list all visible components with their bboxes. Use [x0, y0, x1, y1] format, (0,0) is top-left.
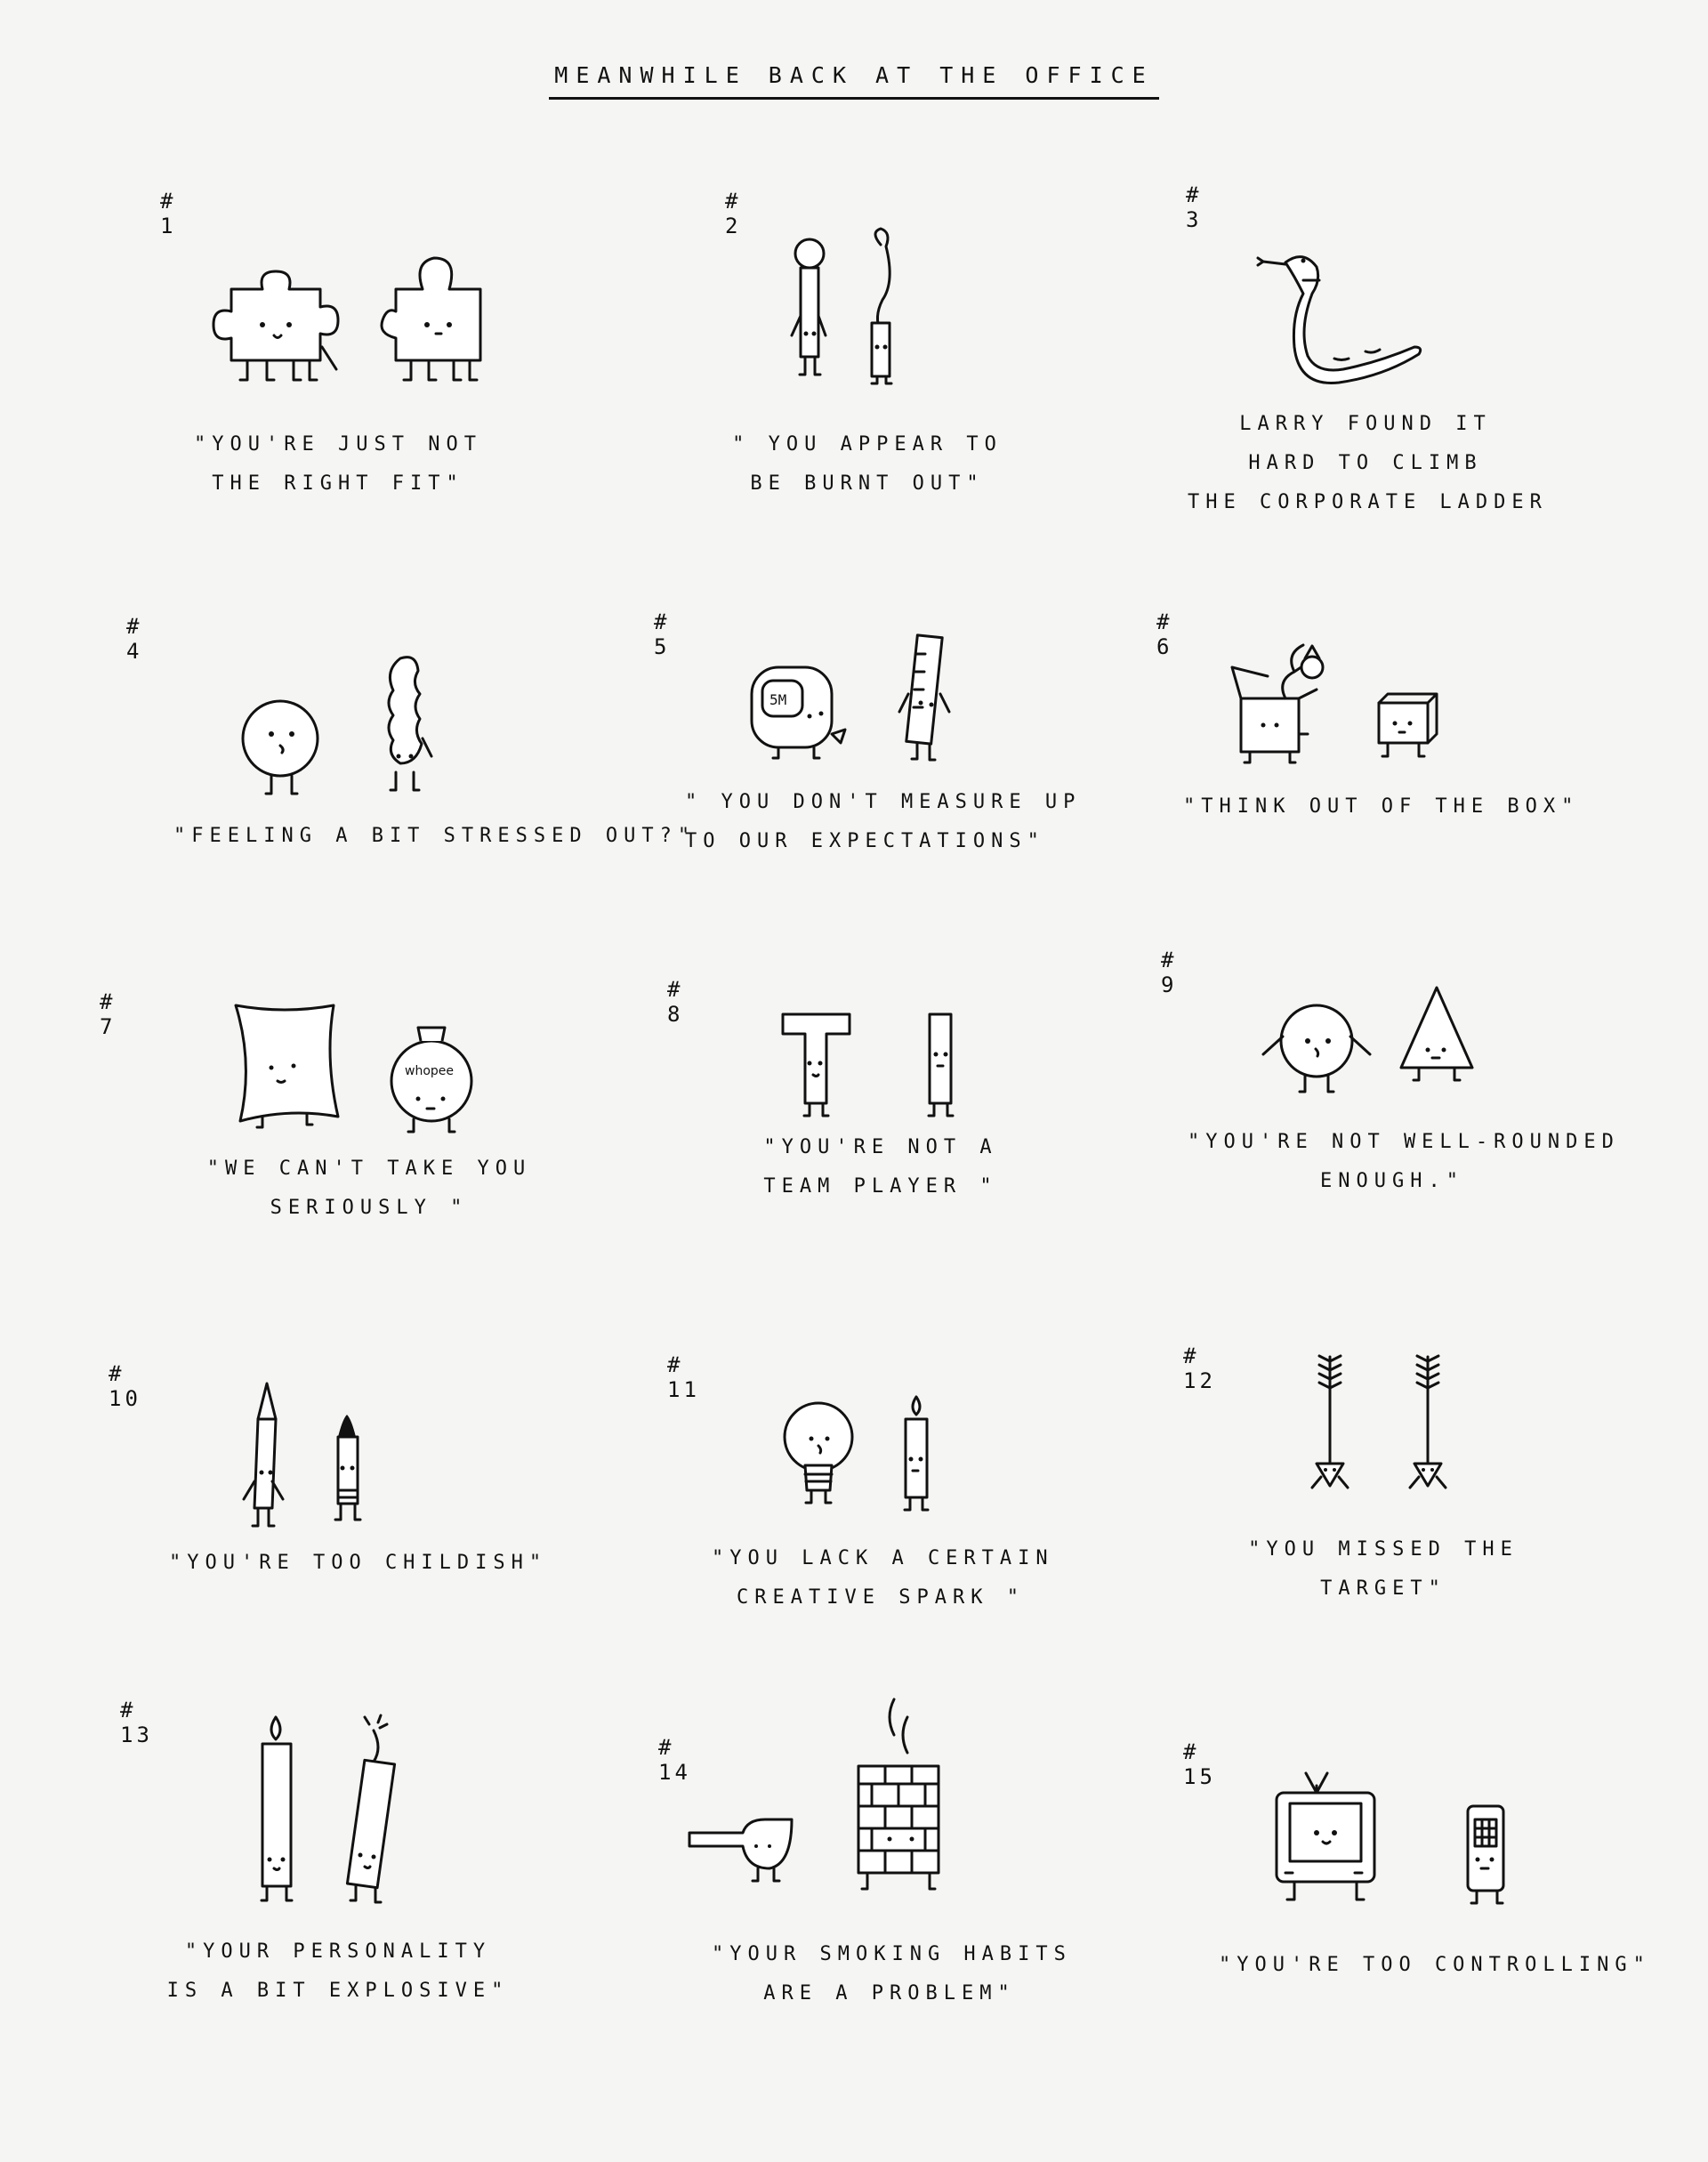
- caption-line: CREATIVE SPARK ": [737, 1586, 1025, 1609]
- caption-line: ARE A PROBLEM": [763, 1982, 1016, 2005]
- page-title: [0, 62, 1708, 100]
- arrows-illustration: [1303, 1352, 1463, 1513]
- caption-line: "THINK OUT OF THE BOX": [1183, 795, 1580, 818]
- panel-number: # 10: [109, 1361, 141, 1411]
- caption-line: THE RIGHT FIT": [212, 472, 464, 495]
- caption-line: "YOU'RE TOO CONTROLLING": [1219, 1954, 1651, 1976]
- panel-number: # 11: [667, 1352, 700, 1402]
- bulb-and-candle-illustration: [783, 1392, 943, 1526]
- caption-line: THE CORPORATE LADDER: [1188, 491, 1548, 513]
- caption-line: TO OUR EXPECTATIONS": [685, 830, 1045, 852]
- panel-number: # 8: [667, 977, 684, 1027]
- caption-line: "YOU'RE NOT A: [763, 1136, 998, 1158]
- caption-line: HARD TO CLIMB: [1248, 452, 1483, 474]
- pencil-and-crayon-illustration: [222, 1375, 383, 1535]
- pipe-and-chimney-illustration: [685, 1695, 970, 1917]
- caption-14: [712, 1935, 1072, 2013]
- caption-line: BE BURNT OUT": [750, 472, 985, 495]
- tv-and-remote-illustration: [1268, 1757, 1535, 1917]
- caption-line: "YOU MISSED THE: [1248, 1538, 1519, 1561]
- caption-line: LARRY FOUND IT: [1239, 413, 1492, 435]
- caption-line: TEAM PLAYER ": [763, 1175, 998, 1198]
- panel-number: # 1: [160, 189, 177, 238]
- tape-and-ruler-illustration: [743, 632, 974, 765]
- matches-illustration: [783, 227, 925, 387]
- pillow-and-whoopee-illustration: [227, 996, 494, 1139]
- caption-line: " YOU DON'T MEASURE UP: [685, 791, 1082, 813]
- caption-line: "YOU'RE TOO CHILDISH": [169, 1552, 548, 1574]
- caption-6: [1183, 787, 1580, 827]
- box-illustration: [1223, 645, 1454, 770]
- panel-number: # 9: [1161, 948, 1178, 997]
- candle-and-dynamite-illustration: [240, 1708, 418, 1922]
- page-title-text: MEANWHILE BACK AT THE OFFICE: [549, 62, 1158, 100]
- whoopee-label: whopee: [405, 1064, 455, 1078]
- caption-line: SERIOUSLY ": [270, 1197, 469, 1219]
- caption-line: IS A BIT EXPLOSIVE": [166, 1980, 510, 2002]
- panel-number: # 4: [126, 614, 143, 664]
- caption-line: ENOUGH.": [1320, 1170, 1464, 1192]
- caption-line: "WE CAN'T TAKE YOU: [206, 1158, 532, 1180]
- puzzle-pieces-illustration: [205, 249, 507, 391]
- caption-7: [178, 1150, 560, 1228]
- caption-13: [160, 1932, 516, 2011]
- caption-1: [160, 425, 516, 504]
- caption-15: [1219, 1946, 1651, 1985]
- caption-8: [712, 1128, 1050, 1206]
- caption-line: "YOU'RE NOT WELL-ROUNDED: [1188, 1131, 1620, 1153]
- caption-2: [703, 425, 1032, 504]
- caption-3: [1188, 405, 1548, 522]
- team-blocks-illustration: [774, 1005, 970, 1130]
- caption-4: [173, 817, 697, 856]
- caption-line: "YOUR PERSONALITY: [184, 1940, 492, 1963]
- tape-label: 5M: [769, 691, 787, 708]
- caption-line: "YOUR SMOKING HABITS: [712, 1943, 1072, 1965]
- panel-number: # 14: [658, 1735, 691, 1785]
- stressed-objects-illustration: [240, 649, 471, 801]
- panel-number: # 7: [100, 989, 117, 1039]
- panel-number: # 12: [1183, 1343, 1216, 1393]
- caption-12: [1241, 1530, 1526, 1609]
- caption-11: [712, 1539, 1054, 1617]
- caption-line: "YOU LACK A CERTAIN: [712, 1547, 1054, 1569]
- caption-line: TARGET": [1320, 1577, 1446, 1600]
- panel-number: # 2: [725, 189, 742, 238]
- snake-illustration: [1254, 245, 1414, 378]
- caption-line: " YOU APPEAR TO: [732, 433, 1003, 456]
- caption-line: "FEELING A BIT STRESSED OUT?": [173, 825, 697, 847]
- caption-9: [1188, 1123, 1620, 1201]
- circle-and-triangle-illustration: [1250, 983, 1499, 1108]
- caption-10: [169, 1544, 548, 1583]
- caption-line: "YOU'RE JUST NOT: [194, 433, 482, 456]
- panel-number: # 3: [1186, 182, 1203, 232]
- panel-number: # 13: [120, 1698, 153, 1747]
- panel-number: # 5: [654, 609, 671, 659]
- panel-number: # 6: [1156, 609, 1173, 659]
- panel-number: # 15: [1183, 1739, 1216, 1789]
- caption-5: [685, 783, 1082, 861]
